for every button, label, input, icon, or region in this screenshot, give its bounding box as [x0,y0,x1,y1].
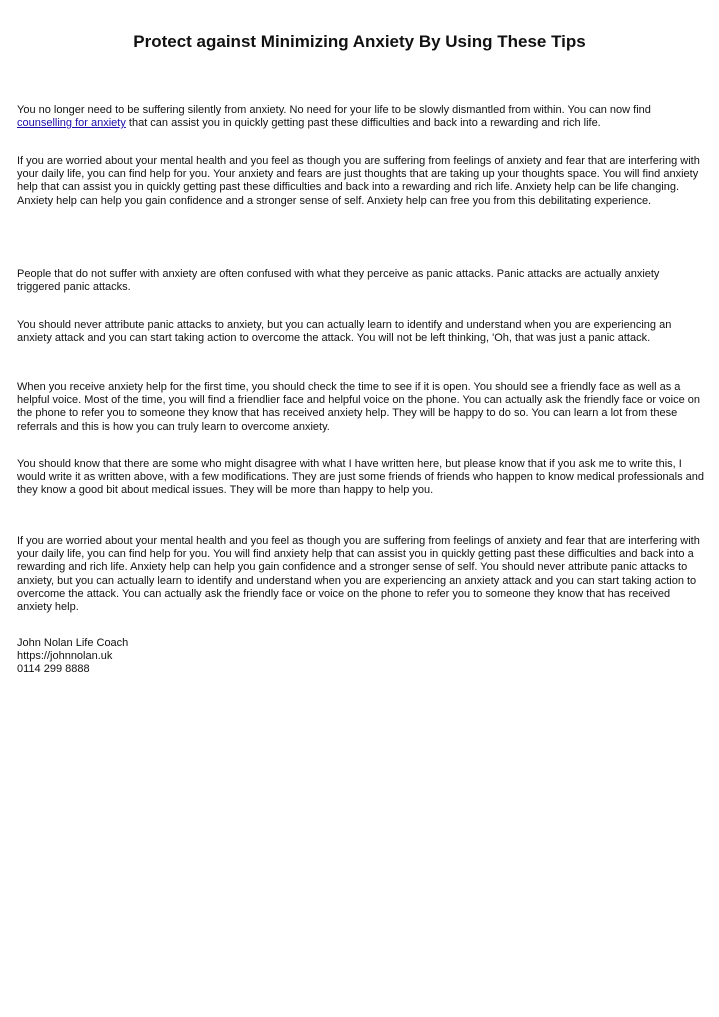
contact-name: John Nolan Life Coach [17,637,129,649]
paragraph-disagree: You should know that there are some who might disagree with what I have written here, but please know that if you ask me to write this, I would write it as written above, with a few modifications. They are just some friends of friends who happen to know medical professionals and they know a good bit about medical issues. They will be more than happy to help you. [17,458,705,497]
paragraph-summary: If you are worried about your mental health and you feel as though you are suffering from feelings of anxiety and fear that are interfering with your daily life, you can find help for you. You will find anxiety help that can assist you in quickly getting past these difficulties and back into a rewarding and rich life. Anxiety help can help you gain confidence and a stronger sense of self. You should never attribute panic attacks to anxiety, but you can actually learn to identify and understand when you are experiencing an anxiety attack and you can start taking action to overcome the attack. You can actually ask the friendly face or voice on the phone to refer you to someone they know that has received anxiety help. [17,535,700,614]
paragraph-panic-attacks: People that do not suffer with anxiety are often confused with what they perceive as panic attacks. Panic attacks are actually anxiety triggered panic attacks. [17,268,660,294]
contact-block [17,637,128,677]
paragraph-intro-text-start: You no longer need to be suffering silently from anxiety. No need for your life to be slowly dismantled from within. You can now find [17,104,651,116]
page-title: Protect against Minimizing Anxiety By Using These Tips [133,32,586,51]
paragraph-identify-attacks: You should never attribute panic attacks to anxiety, but you can actually learn to identify and understand when you are experiencing an anxiety attack and you can start taking action to overcome the attack. You will not be left thinking, 'Oh, that was just a panic attack. [17,319,672,345]
contact-website: https://johnnolan.uk [17,650,113,663]
paragraph-first-time-help: When you receive anxiety help for the first time, you should check the time to see if it is open. You should see a friendly face as well as a helpful voice. Most of the time, you will find a friendlier face and helpful voice on the phone. You can actually ask the friendly face or voice on the phone to refer you to someone they know that has received anxiety help. They will be happy to do so. You can learn a lot from these referrals and this is how you can truly learn to overcome anxiety. [17,381,701,433]
paragraph-mental-health: If you are worried about your mental health and you feel as though you are suffering from feelings of anxiety and fear that are interfering with your daily life, you can find help for you. Your anxiety and fears are just thoughts that are taking up your thoughts space. You will find anxiety help that can assist you in quickly getting past these difficulties and back into a rewarding and rich life. Anxiety help can be life changing. Anxiety help can help you gain confidence and a stronger sense of self. Anxiety help can free you from this debilitating experience. [17,155,700,207]
paragraph-intro [17,104,705,130]
paragraph-intro-text-end: that can assist you in quickly getting past these difficulties and back into a rewarding and rich life. [125,117,601,130]
counselling-link[interactable]: counselling for anxiety [17,117,126,130]
contact-phone: 0114 299 8888 [17,663,90,676]
